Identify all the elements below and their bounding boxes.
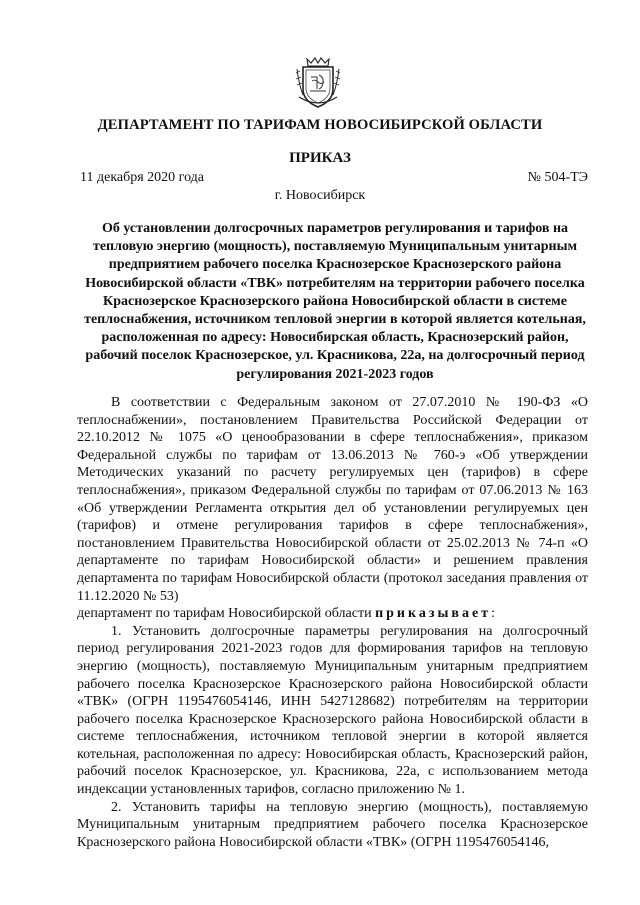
preamble-paragraph: В соответствии с Федеральным законом от 27.07.2010 № 190-ФЗ «О теплоснабжении», постановлением Правительства Российской Федерации от 22.10.2012 № 1075 «О ценообразовании в сфере теплоснабжения», приказом Федеральной службы по тарифам от 13.06.2013 № 760-э «Об утверждении Методических указаний по расчету регулируемых цен (тарифов) в сфере теплоснабжения», приказом Федеральной службы по тарифам от 07.06.2013 № 163 «Об утверждении Регламента открытия дел об установлении регулируемых цен (тарифов) и отмене регулирования тарифов в сфере теплоснабжения», постановлением Правительства Новосибирской области от 25.02.2013 № 74-п «О департаменте по тарифам Новосибирской области» и решением правления департамента по тарифам Новосибирской области (протокол заседания правления от 11.12.2020 № 53) (77, 395, 588, 604)
coat-of-arms-icon (293, 55, 343, 109)
order-city: г. Новосибирск (274, 188, 366, 203)
department-heading: ДЕПАРТАМЕНТ ПО ТАРИФАМ НОВОСИБИРСКОЙ ОБЛАСТИ (97, 117, 543, 133)
order-number: № 504-ТЭ (527, 170, 588, 185)
document-type-title: ПРИКАЗ (289, 150, 351, 166)
order-date: 11 декабря 2020 года (80, 170, 205, 185)
orders-keyword: приказывает (375, 606, 492, 622)
clause-2: 2. Установить тарифы на тепловую энергию (мощность), поставляемую Муниципальным унитарным предприятием рабочего поселка Краснозерское Краснозерского района Новосибирской области «ТВК» (ОГРН 1195476054146, (77, 799, 588, 850)
orders-lead: департамент по тарифам Новосибирской области (77, 606, 372, 622)
clause-1: 1. Установить долгосрочные параметры регулирования на долгосрочный период регулирования 2021-2023 годов для формирования тарифов на тепловую энергию (мощность), поставляемую Муниципальным унитарным предприятием рабочего поселка Краснозерское Краснозерского района Новосибирской области «ТВК» (ОГРН 1195476054146, ИНН 5427128682) потребителям на территории рабочего поселка Краснозерское Краснозерского района Новосибирской области в системе теплоснабжения, источником тепловой энергии в которой является котельная, расположенная по адресу: Новосибирская область, Краснозерский район, рабочий поселок Краснозерское, ул. Красникова, 22а, с использованием метода индексации установленных тарифов, согласно приложению № 1. (77, 623, 588, 798)
order-body (77, 394, 588, 851)
orders-colon: : (491, 606, 495, 622)
orders-line (77, 605, 588, 623)
order-subject: Об установлении долгосрочных параметров регулирования и тарифов на тепловую энергию (мощность), поставляемую Муниципальным унитарным предприятием рабочего поселка Краснозерское Краснозерского района Новосибирской области «ТВК» потребителям на территории рабочего поселка Краснозерское Краснозерского района Новосибирской области в системе теплоснабжения, источником тепловой энергии в которой является котельная, расположенная по адресу: Новосибирская область, Краснозерский район, рабочий поселок Краснозерское, ул. Красникова, 22а, на долгосрочный период регулирования 2021-2023 годов (84, 221, 586, 382)
